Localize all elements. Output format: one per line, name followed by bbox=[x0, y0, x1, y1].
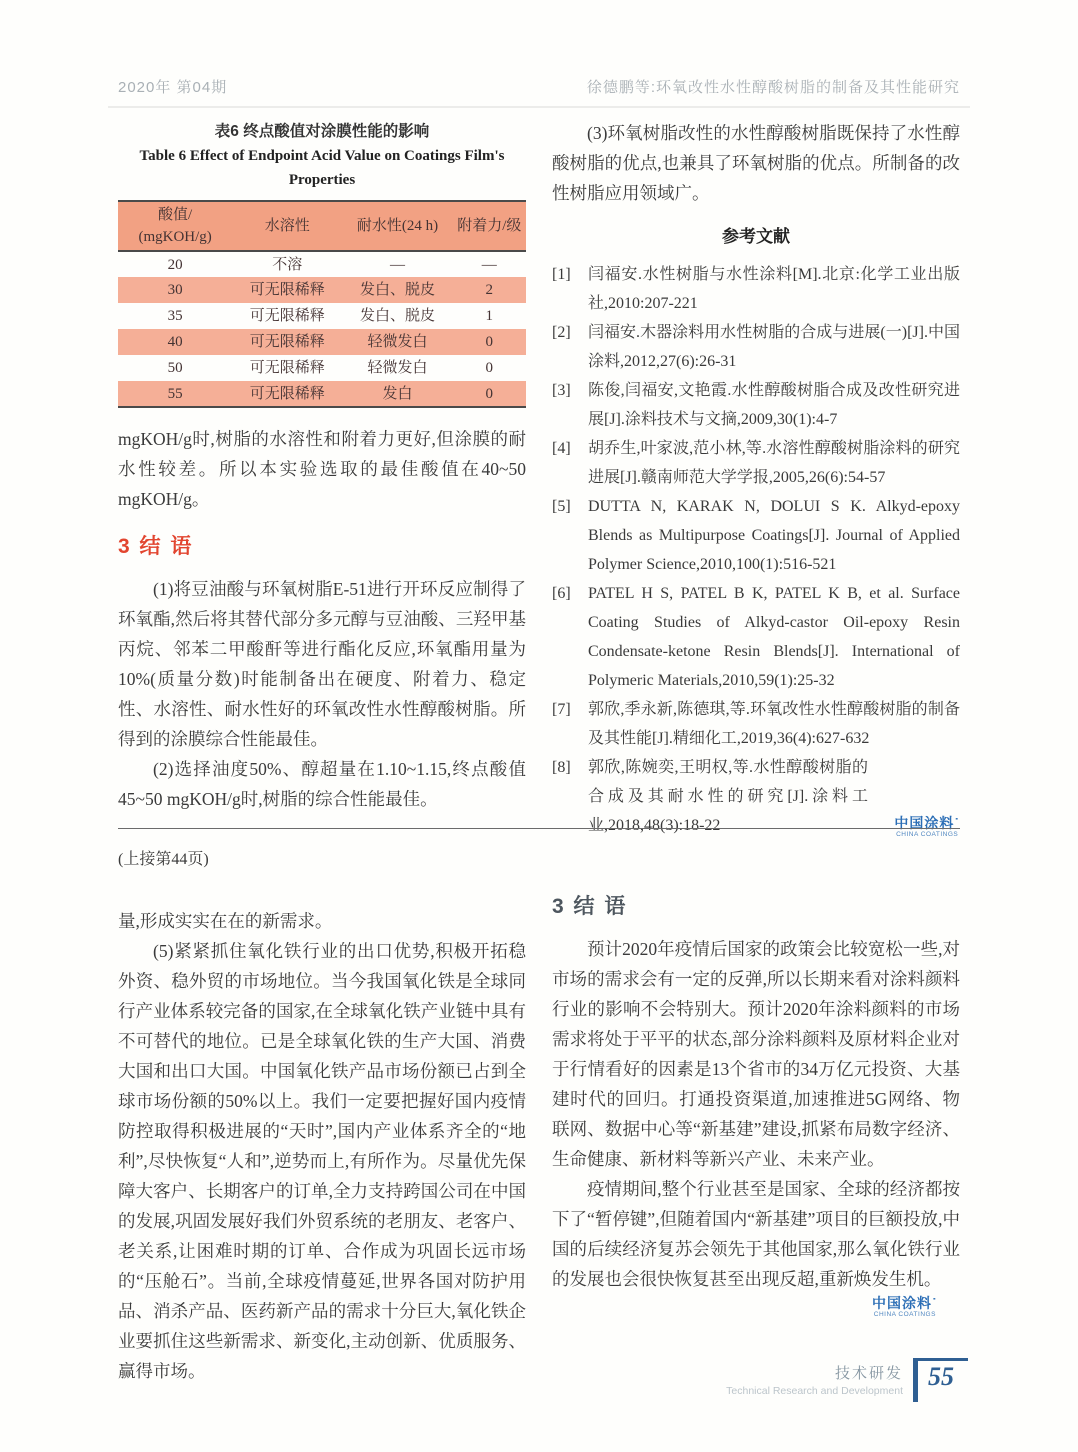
table6-col1-line2: (mgKOH/g) bbox=[138, 229, 212, 245]
ref-text: 胡乔生,叶家波,范小林,等.水溶性醇酸树脂涂料的研究进展[J].赣南师范大学学报,2005,26(6):54-57 bbox=[588, 440, 960, 486]
table6-col1-line1: 酸值/ bbox=[158, 207, 193, 223]
conclusion-para-2: (2)选择油度50%、醇超量在1.10~1.15,终点酸值45~50 mgKOH/g时,树脂的综合性能最佳。 bbox=[118, 759, 526, 809]
table-row bbox=[118, 277, 526, 303]
table6-col3-header: 耐水性(24 h) bbox=[342, 201, 452, 251]
reference-item bbox=[552, 579, 960, 695]
cell: 30 bbox=[167, 282, 183, 298]
cell: 不溶 bbox=[272, 256, 303, 273]
ref-number: [1] bbox=[552, 266, 571, 283]
table6-col1-header bbox=[118, 201, 232, 251]
cell: 可无限稀释 bbox=[249, 282, 325, 298]
column-bottom-right bbox=[552, 892, 960, 1294]
page-footer bbox=[726, 1358, 968, 1402]
cell: 可无限稀释 bbox=[249, 385, 325, 402]
ref-text: PATEL H S, PATEL B K, PATEL K B, et al. Surface Coating Studies of Alkyd-castor Oil-epoxy Resin Condensate-ketone Resin Blends[J]. International of Polymeric Materials,2010,59(1):25-32 bbox=[588, 585, 960, 689]
references-list bbox=[552, 260, 960, 840]
cell: 0 bbox=[485, 334, 494, 350]
section3-heading-dark: 3 结 语 bbox=[552, 895, 628, 918]
ref-text: 陈俊,闫福安,文艳霞.水性醇酸树脂合成及改性研究进展[J].涂料技术与文摘,2009,30(1):4-7 bbox=[588, 382, 960, 428]
references-heading: 参考文献 bbox=[722, 227, 790, 246]
header-rule bbox=[108, 106, 970, 108]
cell: 可无限稀释 bbox=[249, 308, 325, 324]
paragraph-continued-2: 量,形成实实在在的新需求。 bbox=[118, 911, 333, 931]
cell: 20 bbox=[167, 256, 183, 273]
reference-item bbox=[552, 318, 960, 376]
ref-number: [2] bbox=[552, 324, 571, 341]
table-row bbox=[118, 355, 526, 381]
cell: 35 bbox=[167, 308, 183, 324]
cell: — bbox=[481, 256, 497, 273]
cell: 0 bbox=[485, 360, 494, 376]
ref-number: [4] bbox=[552, 440, 571, 457]
column-top-right bbox=[552, 118, 960, 840]
table-row bbox=[118, 251, 526, 277]
cell: 轻微发白 bbox=[367, 360, 428, 376]
china-coatings-logo-en: CHINA COATINGS bbox=[896, 830, 959, 838]
ref-text: 郭欣,陈婉奕,王明权,等.水性醇酸树脂的合成及其耐水性的研究[J].涂料工业,2018,48(3):18-22 bbox=[588, 759, 868, 834]
reference-item bbox=[552, 492, 960, 579]
cell: 发白、脱皮 bbox=[359, 282, 435, 298]
table-row bbox=[118, 303, 526, 329]
table6-caption-en-line2: Properties bbox=[288, 172, 356, 188]
cell: 发白、脱皮 bbox=[359, 308, 435, 324]
cell: 发白 bbox=[382, 385, 413, 402]
table-row bbox=[118, 381, 526, 407]
table6-caption-cn: 表6 终点酸值对涂膜性能的影响 bbox=[214, 123, 430, 140]
china-coatings-logo bbox=[872, 1296, 938, 1319]
ref-number: [3] bbox=[552, 382, 571, 399]
table6 bbox=[118, 200, 526, 408]
running-title: 徐德鹏等:环氧改性水性醇酸树脂的制备及其性能研究 bbox=[586, 79, 960, 96]
table6-col2-header: 水溶性 bbox=[232, 201, 342, 251]
ref-number: [5] bbox=[552, 498, 571, 515]
ref-text: 闫福安.水性树脂与水性涂料[M].北京:化学工业出版社,2010:207-221 bbox=[588, 266, 960, 312]
cell: — bbox=[389, 256, 405, 273]
cell: 可无限稀释 bbox=[249, 360, 325, 376]
reference-item bbox=[552, 260, 960, 318]
page-number: 55 bbox=[913, 1358, 968, 1402]
china-coatings-logo-cn: 中国涂料˙ bbox=[872, 1295, 938, 1311]
ref-text: 郭欣,季永新,陈德琪,等.环氧改性水性醇酸树脂的制备及其性能[J].精细化工,2019,36(4):627-632 bbox=[588, 701, 960, 747]
cell: 40 bbox=[167, 334, 183, 350]
issue-label: 2020年 第04期 bbox=[118, 79, 228, 96]
section3-heading-red: 3 结 语 bbox=[118, 535, 194, 558]
ref-number: [8] bbox=[552, 759, 571, 776]
reference-item bbox=[552, 695, 960, 753]
article-divider-rule bbox=[118, 828, 960, 829]
table6-col4-header: 附着力/级 bbox=[453, 201, 526, 251]
footer-section-en: Technical Research and Development bbox=[726, 1385, 903, 1397]
cell: 2 bbox=[485, 282, 494, 298]
table6-header-row bbox=[118, 201, 526, 251]
conclusion-para-3: (3)环氧树脂改性的水性醇酸树脂既保持了水性醇酸树脂的优点,也兼具了环氧树脂的优点。所制备的改性树脂应用领域广。 bbox=[552, 123, 960, 203]
ref-text: 闫福安.木器涂料用水性树脂的合成与进展(一)[J].中国涂料,2012,27(6):26-31 bbox=[588, 324, 960, 370]
cell: 可无限稀释 bbox=[249, 334, 325, 350]
cell: 0 bbox=[485, 385, 494, 402]
cell: 轻微发白 bbox=[367, 334, 428, 350]
conclusion2-para-1: 预计2020年疫情后国家的政策会比较宽松一些,对市场的需求会有一定的反弹,所以长期来看对涂料颜料行业的影响不会特别大。预计2020年涂料颜料的市场需求将处于平平的状态,部分涂料颜料及原材料企业对于行情看好的因素是13个省市的34万亿元投资、大基建时代的回归。打通投资渠道,加速推进5G网络、物联网、数据中心等“新基建”建设,抓紧布局数字经济、生命健康、新材料等新兴产业、未来产业。 bbox=[552, 939, 960, 1169]
china-coatings-logo bbox=[894, 816, 960, 839]
ref-text: DUTTA N, KARAK N, DOLUI S K. Alkyd-epoxy Blends as Multipurpose Coatings[J]. Journal of Applied Polymer Science,2010,100(1):516-521 bbox=[588, 498, 960, 573]
reference-item bbox=[552, 376, 960, 434]
table6-caption-en-line1: Table 6 Effect of Endpoint Acid Value on Coatings Film's bbox=[139, 148, 505, 164]
footer-section-cn: 技术研发 bbox=[834, 1365, 903, 1382]
cell: 1 bbox=[485, 308, 494, 324]
table-row bbox=[118, 329, 526, 355]
conclusion2-para-2: 疫情期间,整个行业甚至是国家、全球的经济都按下了“暂停键”,但随着国内“新基建”项目的巨额投放,中国的后续经济复苏会领先于其他国家,那么氧化铁行业的发展也会很快恢复甚至出现反超,重新焕发生机。 bbox=[552, 1179, 960, 1289]
china-coatings-logo-en: CHINA COATINGS bbox=[873, 1311, 936, 1318]
column-top-left bbox=[118, 120, 526, 814]
paragraph-5: (5)紧紧抓住氧化铁行业的出口优势,积极开拓稳外资、稳外贸的市场地位。当今我国氧化铁是全球同行产业体系较完备的国家,在全球氧化铁产业链中具有不可替代的地位。已是全球氧化铁的生产大国、消费大国和出口大国。中国氧化铁产品市场份额已占到全球市场份额的50%以上。我们一定要把握好国内疫情防控取得积极进展的“天时”,国内产业体系齐全的“地利”,尽快恢复“人和”,逆势而上,有所作为。尽量优先保障大客户、长期客户的订单,全力支持跨国公司在中国的发展,巩固发展好我们外贸系统的老朋友、老客户、老关系,让困难时期的订单、合作成为巩固长远市场的“压舱石”。当前,全球疫情蔓延,世界各国对防护用品、消杀产品、医药新产品的需求十分巨大,氧化铁企业要抓住这些新需求、新变化,主动创新、优质服务、赢得市场。 bbox=[118, 941, 526, 1381]
footer-section-labels bbox=[726, 1358, 903, 1397]
cell: 50 bbox=[167, 360, 183, 376]
paragraph-continued: mgKOH/g时,树脂的水溶性和附着力更好,但涂膜的耐水性较差。所以本实验选取的最佳酸值在40~50 mgKOH/g。 bbox=[118, 429, 526, 509]
reference-item bbox=[552, 434, 960, 492]
running-header bbox=[118, 76, 960, 97]
column-bottom-left bbox=[118, 906, 526, 1386]
ref-number: [7] bbox=[552, 701, 571, 718]
continued-from-note: (上接第44页) bbox=[118, 851, 209, 868]
china-coatings-logo-cn: 中国涂料˙ bbox=[894, 814, 960, 831]
cell: 55 bbox=[167, 385, 183, 402]
ref-number: [6] bbox=[552, 585, 571, 602]
conclusion-para-1: (1)将豆油酸与环氧树脂E-51进行开环反应制得了环氧酯,然后将其替代部分多元醇与豆油酸、三羟甲基丙烷、邻苯二甲酸酐等进行酯化反应,环氧酯用量为10%(质量分数)时能制备出在硬度、附着力、稳定性、水溶性、耐水性好的环氧改性水性醇酸树脂。所得到的涂膜综合性能最佳。 bbox=[118, 579, 526, 749]
